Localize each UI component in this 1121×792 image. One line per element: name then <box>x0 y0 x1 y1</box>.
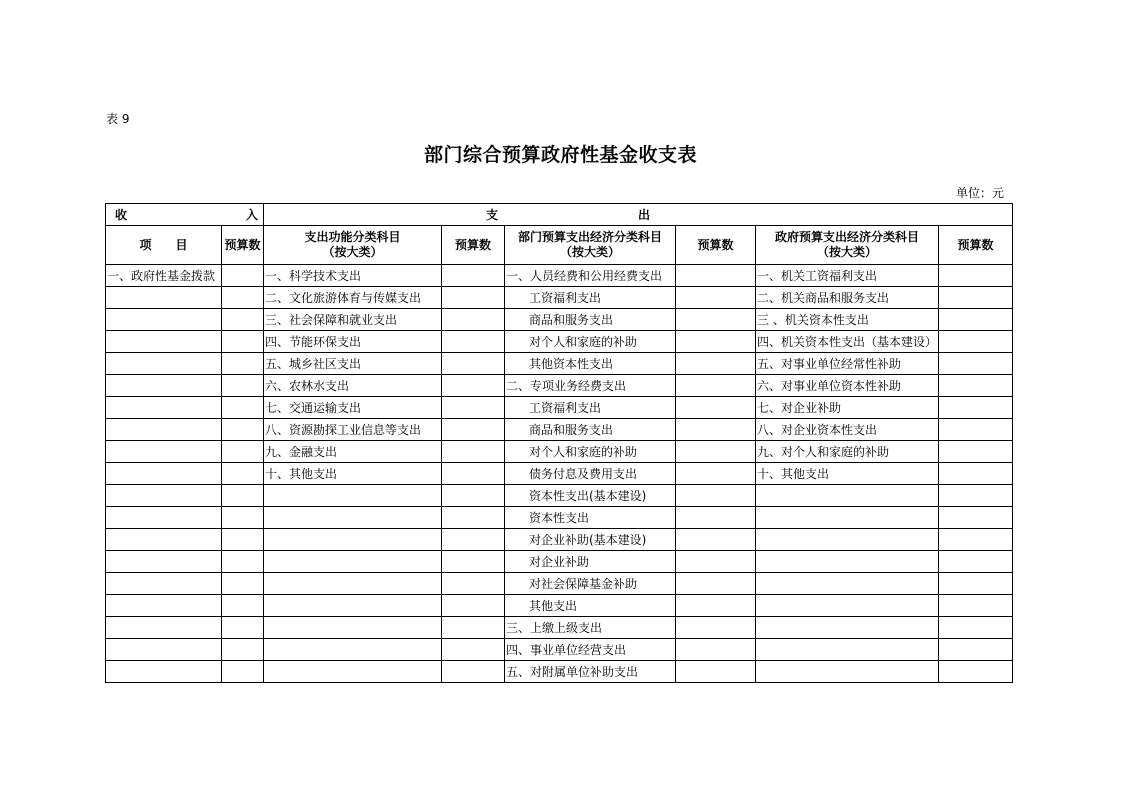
func-budget-cell <box>442 419 505 441</box>
dept-budget-cell <box>676 485 756 507</box>
gov-econ-cell: 四、机关资本性支出（基本建设） <box>756 331 939 353</box>
gov-econ-cell: 十、其他支出 <box>756 463 939 485</box>
table-row <box>106 529 1013 551</box>
table-row <box>106 441 1013 463</box>
unit-label: 单位：元 <box>955 186 1004 200</box>
func-cat-cell: 九、金融支出 <box>264 441 442 463</box>
dept-budget-cell <box>676 331 756 353</box>
dept-budget-cell <box>676 661 756 683</box>
func-cat-cell <box>264 551 442 573</box>
gov-budget-cell <box>939 507 1013 529</box>
col-item-header: 项 目 <box>106 226 222 265</box>
func-cat-cell <box>264 661 442 683</box>
func-cat-subtitle: （按大类） <box>322 245 383 259</box>
table-row <box>106 375 1013 397</box>
income-item-cell <box>106 551 222 573</box>
income-item-cell <box>106 617 222 639</box>
func-budget-cell <box>442 507 505 529</box>
gov-budget-cell <box>939 661 1013 683</box>
income-budget-cell <box>222 507 264 529</box>
income-item-cell: 一、政府性基金拨款 <box>106 265 222 287</box>
dept-econ-title: 部门预算支出经济分类科目 <box>517 230 662 244</box>
func-budget-cell <box>442 639 505 661</box>
dept-budget-cell <box>676 309 756 331</box>
dept-econ-cell: 一、人员经费和公用经费支出 <box>505 265 676 287</box>
dept-budget-cell <box>676 353 756 375</box>
income-budget-cell <box>222 265 264 287</box>
col-budget-header: 预算数 <box>939 226 1013 265</box>
gov-econ-cell: 七、对企业补助 <box>756 397 939 419</box>
gov-econ-cell <box>756 551 939 573</box>
func-budget-cell <box>442 309 505 331</box>
income-budget-cell <box>222 485 264 507</box>
gov-budget-cell <box>939 375 1013 397</box>
table-row <box>106 309 1013 331</box>
gov-econ-cell <box>756 661 939 683</box>
table-row <box>106 617 1013 639</box>
income-item-cell <box>106 573 222 595</box>
func-budget-cell <box>442 463 505 485</box>
table-row <box>106 661 1013 683</box>
dept-econ-cell: 五、对附属单位补助支出 <box>505 661 676 683</box>
gov-budget-cell <box>939 331 1013 353</box>
table-row <box>106 353 1013 375</box>
col-budget-header: 预算数 <box>676 226 756 265</box>
dept-budget-cell <box>676 265 756 287</box>
table-row <box>106 595 1013 617</box>
dept-budget-cell <box>676 595 756 617</box>
income-item-cell <box>106 485 222 507</box>
dept-budget-cell <box>676 573 756 595</box>
income-item-cell <box>106 287 222 309</box>
gov-budget-cell <box>939 353 1013 375</box>
func-cat-title: 支出功能分类科目 <box>304 230 401 244</box>
dept-budget-cell <box>676 419 756 441</box>
table-row <box>106 507 1013 529</box>
income-item-cell <box>106 463 222 485</box>
func-budget-cell <box>442 287 505 309</box>
income-budget-cell <box>222 573 264 595</box>
gov-econ-cell <box>756 617 939 639</box>
dept-budget-cell <box>676 441 756 463</box>
func-cat-cell: 二、文化旅游体育与传媒支出 <box>264 287 442 309</box>
dept-econ-subtitle: （按大类） <box>559 245 620 259</box>
table-row <box>106 287 1013 309</box>
func-budget-cell <box>442 573 505 595</box>
income-budget-cell <box>222 661 264 683</box>
dept-econ-cell: 资本性支出 <box>505 507 676 529</box>
gov-econ-subtitle: （按大类） <box>817 245 878 259</box>
dept-econ-cell: 其他支出 <box>505 595 676 617</box>
dept-econ-cell: 对社会保障基金补助 <box>505 573 676 595</box>
gov-econ-title: 政府预算支出经济分类科目 <box>775 230 920 244</box>
func-budget-cell <box>442 529 505 551</box>
dept-budget-cell <box>676 375 756 397</box>
income-item-cell <box>106 529 222 551</box>
dept-econ-cell: 工资福利支出 <box>505 287 676 309</box>
dept-budget-cell <box>676 551 756 573</box>
gov-budget-cell <box>939 617 1013 639</box>
gov-econ-cell: 三 、机关资本性支出 <box>756 309 939 331</box>
gov-budget-cell <box>939 419 1013 441</box>
gov-econ-cell <box>756 573 939 595</box>
table-row <box>106 331 1013 353</box>
income-item-cell <box>106 595 222 617</box>
func-cat-cell <box>264 529 442 551</box>
table-row <box>106 265 1013 287</box>
func-cat-cell: 十、其他支出 <box>264 463 442 485</box>
func-cat-cell: 五、城乡社区支出 <box>264 353 442 375</box>
gov-budget-cell <box>939 309 1013 331</box>
dept-econ-cell: 工资福利支出 <box>505 397 676 419</box>
gov-budget-cell <box>939 397 1013 419</box>
income-item-cell <box>106 397 222 419</box>
func-budget-cell <box>442 661 505 683</box>
gov-budget-cell <box>939 287 1013 309</box>
income-item-cell <box>106 309 222 331</box>
header-row-top <box>106 204 1013 226</box>
dept-budget-cell <box>676 463 756 485</box>
income-item-cell <box>106 375 222 397</box>
table-row <box>106 573 1013 595</box>
func-cat-cell: 一、科学技术支出 <box>264 265 442 287</box>
document-title: 部门综合预算政府性基金收支表 <box>423 144 697 166</box>
func-budget-cell <box>442 441 505 463</box>
func-budget-cell <box>442 331 505 353</box>
income-label-left: 收 <box>115 207 128 222</box>
func-budget-cell <box>442 551 505 573</box>
dept-econ-cell: 对企业补助(基本建设) <box>505 529 676 551</box>
func-cat-cell: 六、农林水支出 <box>264 375 442 397</box>
income-budget-cell <box>222 551 264 573</box>
gov-budget-cell <box>939 463 1013 485</box>
table-number: 表 9 <box>106 112 130 126</box>
col-gov-econ-header <box>756 226 939 265</box>
income-budget-cell <box>222 309 264 331</box>
func-cat-cell: 七、交通运输支出 <box>264 397 442 419</box>
income-item-cell <box>106 661 222 683</box>
income-item-cell <box>106 331 222 353</box>
dept-budget-cell <box>676 397 756 419</box>
func-budget-cell <box>442 375 505 397</box>
table-row <box>106 485 1013 507</box>
gov-budget-cell <box>939 551 1013 573</box>
gov-budget-cell <box>939 573 1013 595</box>
income-budget-cell <box>222 463 264 485</box>
dept-econ-cell: 资本性支出(基本建设) <box>505 485 676 507</box>
income-budget-cell <box>222 639 264 661</box>
table-row <box>106 551 1013 573</box>
dept-budget-cell <box>676 507 756 529</box>
gov-econ-cell <box>756 595 939 617</box>
gov-econ-cell: 六、对事业单位资本性补助 <box>756 375 939 397</box>
dept-econ-cell: 三、上缴上级支出 <box>505 617 676 639</box>
func-cat-cell: 三、社会保障和就业支出 <box>264 309 442 331</box>
income-budget-cell <box>222 353 264 375</box>
income-budget-cell <box>222 617 264 639</box>
header-row-columns <box>106 226 1013 265</box>
gov-budget-cell <box>939 595 1013 617</box>
col-func-cat-header <box>264 226 442 265</box>
func-budget-cell <box>442 617 505 639</box>
func-cat-cell <box>264 507 442 529</box>
gov-econ-cell: 八、对企业资本性支出 <box>756 419 939 441</box>
budget-table <box>105 203 1013 683</box>
income-item-cell <box>106 353 222 375</box>
gov-budget-cell <box>939 485 1013 507</box>
gov-econ-cell: 一、机关工资福利支出 <box>756 265 939 287</box>
income-budget-cell <box>222 331 264 353</box>
gov-econ-cell <box>756 529 939 551</box>
func-cat-cell <box>264 617 442 639</box>
dept-econ-cell: 其他资本性支出 <box>505 353 676 375</box>
dept-budget-cell <box>676 529 756 551</box>
dept-budget-cell <box>676 639 756 661</box>
income-budget-cell <box>222 375 264 397</box>
func-budget-cell <box>442 353 505 375</box>
income-budget-cell <box>222 287 264 309</box>
func-cat-cell <box>264 485 442 507</box>
table-row <box>106 397 1013 419</box>
income-item-cell <box>106 639 222 661</box>
func-cat-cell <box>264 639 442 661</box>
gov-budget-cell <box>939 265 1013 287</box>
dept-econ-cell: 对企业补助 <box>505 551 676 573</box>
income-budget-cell <box>222 441 264 463</box>
gov-econ-cell: 九、对个人和家庭的补助 <box>756 441 939 463</box>
table-row <box>106 639 1013 661</box>
gov-budget-cell <box>939 639 1013 661</box>
func-cat-cell <box>264 595 442 617</box>
col-budget-header: 预算数 <box>222 226 264 265</box>
dept-econ-cell: 二、专项业务经费支出 <box>505 375 676 397</box>
income-header <box>106 204 264 226</box>
func-cat-cell <box>264 573 442 595</box>
col-dept-econ-header <box>505 226 676 265</box>
func-cat-cell: 四、节能环保支出 <box>264 331 442 353</box>
func-budget-cell <box>442 485 505 507</box>
dept-econ-cell: 对个人和家庭的补助 <box>505 331 676 353</box>
dept-econ-cell: 四、事业单位经营支出 <box>505 639 676 661</box>
income-item-cell <box>106 419 222 441</box>
income-budget-cell <box>222 529 264 551</box>
income-budget-cell <box>222 397 264 419</box>
table-row <box>106 463 1013 485</box>
func-budget-cell <box>442 595 505 617</box>
income-label-right: 入 <box>245 207 258 222</box>
func-budget-cell <box>442 397 505 419</box>
gov-econ-cell <box>756 507 939 529</box>
income-item-cell <box>106 507 222 529</box>
dept-econ-cell: 商品和服务支出 <box>505 419 676 441</box>
table-row <box>106 419 1013 441</box>
dept-budget-cell <box>676 287 756 309</box>
dept-econ-cell: 对个人和家庭的补助 <box>505 441 676 463</box>
gov-econ-cell: 二、机关商品和服务支出 <box>756 287 939 309</box>
income-budget-cell <box>222 595 264 617</box>
income-budget-cell <box>222 419 264 441</box>
func-cat-cell: 八、资源勘探工业信息等支出 <box>264 419 442 441</box>
dept-budget-cell <box>676 617 756 639</box>
gov-econ-cell <box>756 639 939 661</box>
gov-budget-cell <box>939 441 1013 463</box>
income-item-cell <box>106 441 222 463</box>
dept-econ-cell: 商品和服务支出 <box>505 309 676 331</box>
dept-econ-cell: 债务付息及费用支出 <box>505 463 676 485</box>
col-budget-header: 预算数 <box>442 226 505 265</box>
gov-econ-cell: 五、对事业单位经常性补助 <box>756 353 939 375</box>
gov-budget-cell <box>939 529 1013 551</box>
func-budget-cell <box>442 265 505 287</box>
expense-header: 支出 <box>264 204 1013 226</box>
gov-econ-cell <box>756 485 939 507</box>
